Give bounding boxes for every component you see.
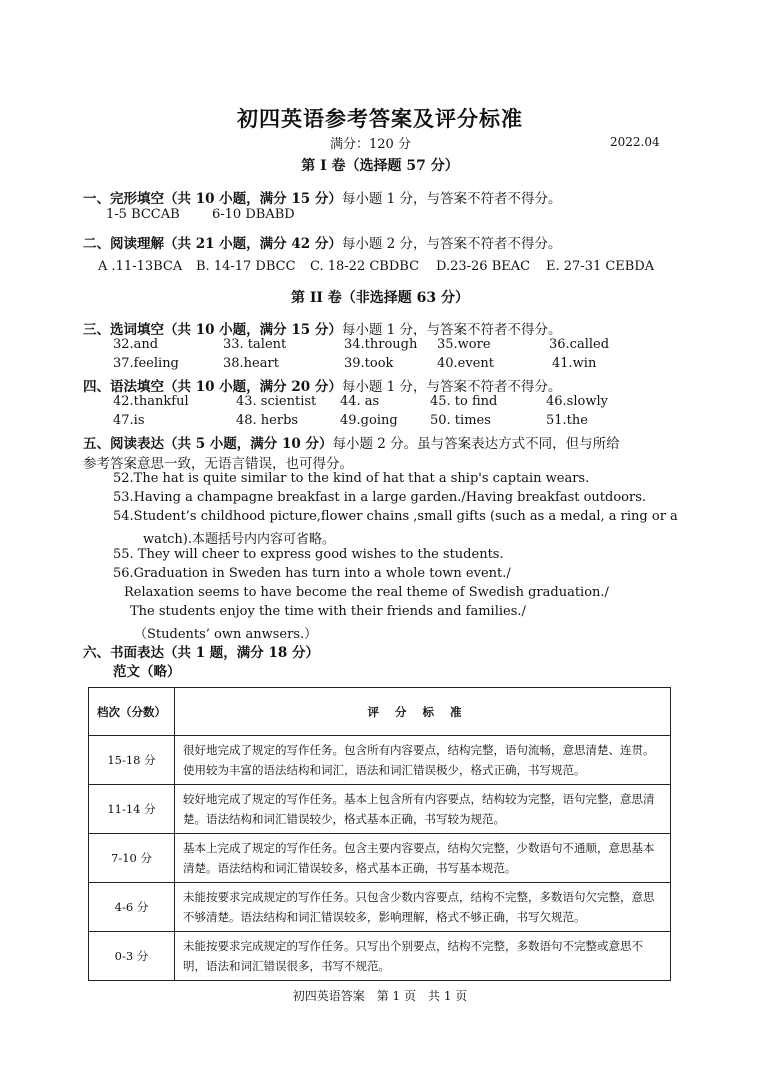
page-footer: 初四英语答案 第 1 页 共 1 页 [292, 989, 468, 1003]
sample-essay-note: 范文（略） [113, 664, 181, 680]
level-cell: 7-10 分 [89, 834, 175, 883]
section-6-title: 六、书面表达（共 1 题，满分 18 分） [83, 645, 319, 661]
criteria-cell: 很好地完成了规定的写作任务。包含所有内容要点，结构完整，语句流畅，意思清楚、连贯。使用较为丰富的语法结构和词汇，语法和词汇错误极少，格式正确，书写规范。 [175, 736, 671, 785]
answer-56: 56.Graduation in Sweden has turn into a whole town event./ [113, 566, 511, 581]
section-3-answer: 39.took [344, 356, 394, 371]
section-6-heading [83, 641, 319, 661]
section-3-answer: 34.through [344, 337, 418, 352]
level-cell: 15-18 分 [89, 736, 175, 785]
section-3-answer: 38.heart [223, 356, 279, 371]
section-1-answer: 1-5 BCCAB [106, 207, 180, 222]
answer-56-alt: Relaxation seems to have become the real theme of Swedish graduation./ [124, 585, 609, 600]
table-row [89, 736, 671, 785]
criteria-cell: 未能按要求完成规定的写作任务。只包含少数内容要点，结构不完整，多数语句欠完整，意思不够清楚。语法结构和词汇错误较多，影响理解，格式不够正确，书写欠规范。 [175, 883, 671, 932]
section-4-title: 四、语法填空（共 10 小题，满分 20 分） [83, 379, 342, 395]
section-3-answer: 40.event [437, 356, 495, 371]
section-5-heading [83, 432, 620, 452]
section-3-heading [83, 318, 562, 338]
section-2-answer: C. 18-22 CBDBC [310, 259, 420, 274]
section-4-answer: 44. as [340, 394, 380, 409]
section-1-answer: 6-10 DBABD [212, 207, 295, 222]
table-row [89, 834, 671, 883]
section-4-rule: 每小题 1 分，与答案不符者不得分。 [341, 379, 562, 395]
section-4-answer: 45. to find [430, 394, 498, 409]
section-4-heading [83, 375, 562, 395]
volume-2-heading: 第 II 卷（非选择题 63 分） [290, 290, 470, 306]
section-4-answer: 48. herbs [236, 413, 299, 428]
volume-1-heading: 第 I 卷（选择题 57 分） [301, 158, 459, 174]
section-3-answer: 32.and [113, 337, 159, 352]
section-3-rule: 每小题 1 分，与答案不符者不得分。 [341, 322, 562, 338]
section-3-answer: 41.win [552, 356, 597, 371]
section-4-answer: 43. scientist [236, 394, 317, 409]
exam-date: 2022.04 [610, 135, 660, 149]
section-3-title: 三、选词填空（共 10 小题，满分 15 分） [83, 322, 342, 338]
criteria-cell: 未能按要求完成规定的写作任务。只写出个别要点，结构不完整，多数语句不完整或意思不明，语法和词汇错误很多，书写不规范。 [175, 932, 671, 981]
criteria-cell: 较好地完成了规定的写作任务。基本上包含所有内容要点，结构较为完整，语句完整，意思清楚。语法结构和词汇错误较少，格式基本正确，书写较为规范。 [175, 785, 671, 834]
answer-53: 53.Having a champagne breakfast in a large garden./Having breakfast outdoors. [113, 490, 647, 505]
level-cell: 0-3 分 [89, 932, 175, 981]
section-1-rule: 每小题 1 分，与答案不符者不得分。 [341, 191, 562, 207]
section-4-answer: 49.going [340, 413, 398, 428]
section-4-answer: 50. times [430, 413, 491, 428]
answer-54-cont: watch).本题括号内内容可省略。 [143, 532, 335, 547]
section-5-rule-cont: 参考答案意思一致，无语言错误，也可得分。 [83, 456, 353, 472]
section-5-rule: 每小题 2 分。虽与答案表达方式不同，但与所给 [332, 436, 620, 452]
section-3-answer: 36.called [549, 337, 610, 352]
section-2-answer: A .11-13BCA [98, 259, 183, 274]
section-3-answer: 35.wore [437, 337, 491, 352]
table-row [89, 785, 671, 834]
section-2-title: 二、阅读理解（共 21 小题，满分 42 分） [83, 236, 342, 252]
answer-52: 52.The hat is quite similar to the kind of hat that a ship's captain wears. [113, 471, 590, 486]
section-1-heading [83, 187, 562, 207]
table-row [89, 932, 671, 981]
answer-55: 55. They will cheer to express good wishes to the students. [113, 547, 504, 562]
section-4-answer: 51.the [546, 413, 588, 428]
criteria-cell: 基本上完成了规定的写作任务。包含主要内容要点，结构欠完整，少数语句不通顺，意思基本清楚。语法结构和词汇错误较多，格式基本正确，书写基本规范。 [175, 834, 671, 883]
section-5-title: 五、阅读表达（共 5 小题，满分 10 分） [83, 436, 333, 452]
section-4-answer: 47.is [113, 413, 145, 428]
answer-56-alt: The students enjoy the time with their friends and families./ [130, 604, 526, 619]
section-2-answer: D.23-26 BEAC [436, 259, 531, 274]
section-2-answer: B. 14-17 DBCC [196, 259, 296, 274]
section-4-answer: 42.thankful [113, 394, 189, 409]
answer-56-note: （Students’ own anwsers.） [134, 627, 318, 642]
total-score: 满分：120 分 [330, 137, 411, 152]
section-4-answer: 46.slowly [546, 394, 608, 409]
section-2-answer: E. 27-31 CEBDA [546, 259, 655, 274]
grading-table [88, 687, 671, 981]
table-header-row [89, 688, 671, 736]
section-1-title: 一、完形填空（共 10 小题，满分 15 分） [83, 191, 342, 207]
table-row [89, 883, 671, 932]
page-title: 初四英语参考答案及评分标准 [237, 106, 523, 131]
header-criteria: 评分标准 [175, 688, 671, 736]
level-cell: 4-6 分 [89, 883, 175, 932]
section-3-answer: 37.feeling [113, 356, 179, 371]
section-2-heading [83, 232, 562, 252]
section-3-answer: 33. talent [223, 337, 287, 352]
level-cell: 11-14 分 [89, 785, 175, 834]
section-2-rule: 每小题 2 分，与答案不符者不得分。 [341, 236, 562, 252]
header-level: 档次（分数） [89, 688, 175, 736]
answer-54: 54.Student’s childhood picture,flower chains ,small gifts (such as a medal, a ring or a [113, 509, 678, 524]
